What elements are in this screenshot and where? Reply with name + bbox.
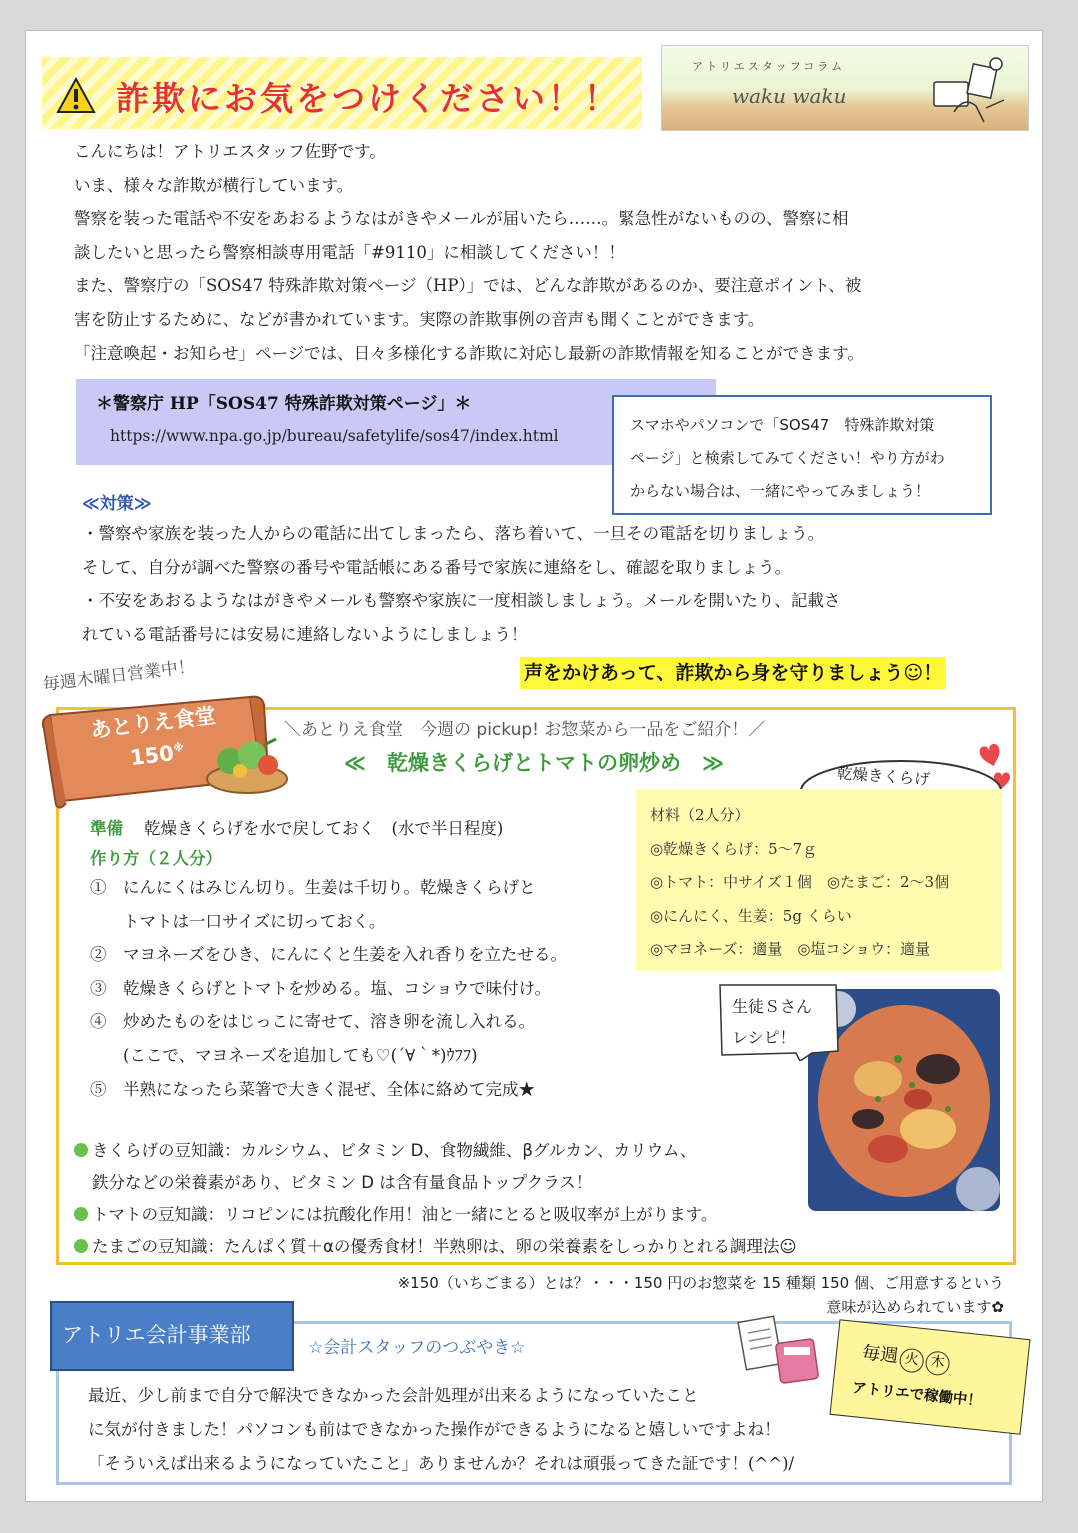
warning-icon [56,77,96,115]
working-staff-illustration-icon [924,52,1016,126]
countermeasure-line: れている電話番号には安易に連絡しないようにしましょう！ [82,624,528,644]
trivia-text: たまごの豆知識：たんぱく質＋αの優秀食材！半熟卵は、卵の栄養素をしっかりとれる調理法☺ [92,1237,797,1256]
trivia-list [74,1135,797,1263]
day-circle: 火 [899,1347,925,1373]
countermeasure-line: ・警察や家族を装った人からの電話に出てしまったら、落ち着いて、一旦その電話を切りましょう。 [82,524,825,543]
ingredient-item: ◎マヨネーズ：適量 ◎塩コショウ：適量 [650,940,931,959]
ingredient-item: ◎トマト：中サイズ１個 ◎たまご：2～3個 [650,873,950,892]
ichigo-line: 意味が込められています✿ [826,1298,1004,1316]
countermeasures-text [82,517,1012,651]
trivia-item [74,1231,797,1263]
staff-column-header [661,45,1029,131]
student-note-line: 生徒Ｓさん [732,997,813,1016]
intro-line: こんにちは！アトリエスタッフ佐野です。 [74,142,386,161]
prep-label: 準備 [90,819,123,838]
pickup-caption: ＼あとりえ食堂 今週の pickup! お惣菜から一品をご紹介！／ [284,720,766,740]
prep-value: 乾燥きくらげを水で戻しておく (水で半日程度) [144,819,504,838]
ingredient-item: ◎にんにく、生姜：5g くらい [650,906,852,925]
recipe-steps [90,871,567,1106]
search-tip-line: ページ」と検索してみてください！やり方がわ [630,449,945,467]
trivia-text: きくらげの豆知識：カルシウム、ビタミン D、食物繊維、βグルカン、カリウム、 [92,1141,697,1160]
kaikei-line: 最近、少し前まで自分で解決できなかった会計処理が出来るようになっていたこと [88,1386,699,1405]
intro-line: いま、様々な詐欺が横行しています。 [74,175,354,195]
trivia-item [74,1135,797,1167]
recipe-step: ③ 乾燥きくらげとトマトを炒める。塩、コショウで味付け。 [90,978,552,998]
slogan-highlight: 声をかけあって、詐欺から身を守りましょう☺！ [520,657,946,689]
hp-url-link[interactable]: https://www.npa.go.jp/bureau/safetylife/sos47/index.html [110,427,559,445]
intro-line: 警察を装った電話や不安をあおるようなはがきやメールが届いたら……。緊急性がないものの、警察に相 [74,209,849,229]
recipe-step: ① にんにくはみじん切り。生姜は千切り。乾燥きくらげと [90,878,536,897]
intro-line: 「注意喚起・お知らせ」ページでは、日々多様化する詐欺に対応し最新の詐欺情報を知ることができます。 [74,343,864,363]
trivia-item [74,1167,797,1199]
weekly-open-note: 毎週木曜日営業中！ [41,656,196,696]
bullet-dot-icon [74,1239,88,1253]
hp-title: ＊警察庁 HP「SOS47 特殊詐欺対策ページ」＊ [96,394,472,414]
ingredients-title: 材料（2人分） [650,806,750,824]
recipe-step: (ここで、マヨネーズを追加しても♡(´∀｀*)ｳﾌﾌ) [90,1045,478,1065]
kaikei-text [88,1379,794,1481]
bubble-line: 乾燥きくらげ [836,764,931,789]
search-tip-box [612,395,992,515]
kaikei-line: に気が付きました！パソコンも前はできなかった操作ができるようになると嬉しいですよね！ [88,1420,781,1439]
student-recipe-note [732,991,812,1053]
kaikei-subheading: ☆会計スタッフのつぶやき☆ [308,1338,526,1358]
trivia-text: トマトの豆知識：リコピンには抗酸化作用！油と一緒にとると吸収率が上がります。 [92,1205,718,1224]
howto-heading: 作り方（２人分） [90,849,222,868]
sticky-operating: アトリエで稼働中！ [851,1380,983,1410]
search-tip-line: からない場合は、一緒にやってみましょう！ [630,482,931,500]
trivia-item [74,1199,797,1231]
bullet-dot-icon [74,1207,88,1221]
ichigo-note [398,1271,1004,1319]
sticky-weekly-label: 毎週 [861,1342,900,1368]
kaikei-department-name: アトリエ会計事業部 [62,1323,251,1347]
trivia-text: 鉄分などの栄養素があり、ビタミン D は含有量食品トップクラス！ [92,1173,593,1192]
day-circle: 木 [924,1350,950,1376]
bullet-dot-icon [74,1143,88,1157]
student-note-line: レシピ！ [732,1028,796,1047]
shokudo-number: 150※ [128,740,185,771]
newsletter-page [25,30,1043,1502]
ingredients-list [650,799,949,967]
countermeasure-line: ・不安をあおるようなはがきやメールも警察や家族に一度相談しましょう。メールを開いたり、記載さ [82,591,841,611]
recipe-step: トマトは一口サイズに切っておく。 [90,911,386,931]
column-title: アトリエスタッフコラム [692,60,846,73]
countermeasures-heading: ≪対策≫ [82,494,152,514]
intro-line: 談したいと思ったら警察相談専用電話「#9110」に相談してください！！ [74,242,625,262]
intro-line: また、警察庁の「SOS47 特殊詐欺対策ページ（HP）」では、どんな詐欺があるのか、要注意ポイント、被 [74,276,862,296]
kaikei-line: 「そういえば出来るようになっていたこと」ありませんか？それは頑張ってきた証です！(^^)/ [88,1454,795,1473]
recipe-step: ⑤ 半熟になったら菜箸で大きく混ぜ、全体に絡めて完成★ [90,1079,536,1099]
intro-text [74,135,1014,370]
ichigo-line: ※150（いちごまる）とは？・・・150 円のお惣菜を 15 種類 150 個、ご用意するという [397,1274,1004,1292]
countermeasure-line: そして、自分が調べた警察の番号や電話帳にある番号で家族に連絡をし、確認を取りましょう。 [82,557,792,577]
ingredient-item: ◎乾燥きくらげ：5～7ｇ [650,839,818,858]
vegetable-basket-icon [202,735,292,797]
calculator-invoice-icon [734,1315,826,1389]
recipe-step: ④ 炒めたものをはじっこに寄せて、溶き卵を流し入れる。 [90,1012,536,1032]
intro-line: 害を防止するために、などが書かれています。実際の詐欺事例の音声も聞くことができます。 [74,309,765,329]
warning-title: 詐欺にお気をつけください！！ [116,79,620,118]
search-tip-line: スマホやパソコンで「SOS47 特殊詐欺対策 [630,416,935,434]
column-subtitle: waku waku [732,84,847,108]
dish-title: ≪ 乾燥きくらげとトマトの卵炒め ≫ [344,751,724,775]
shokudo-name: あとりえ食堂 [89,703,218,743]
recipe-step: ② マヨネーズをひき、にんにくと生姜を入れ香りを立たせる。 [90,945,568,965]
